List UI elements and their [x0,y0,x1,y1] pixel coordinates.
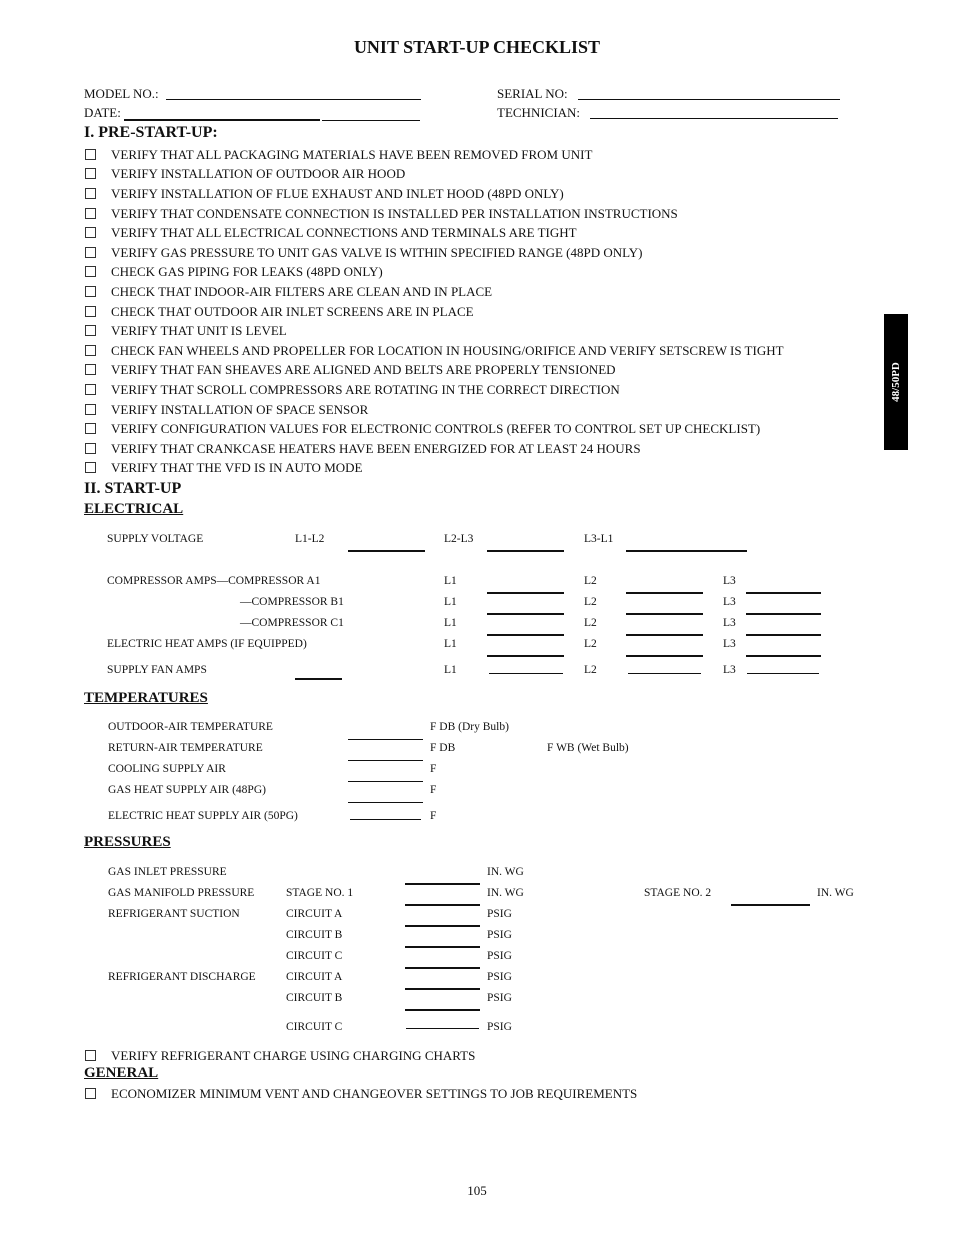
checklist-item[interactable]: VERIFY INSTALLATION OF OUTDOOR AIR HOOD [85,166,405,181]
psig-unit: PSIG [487,929,512,941]
leg-l1: L1 [444,596,457,608]
checkbox[interactable] [85,286,96,297]
a1-l1-field[interactable] [487,592,564,594]
leg-l3: L3 [723,596,736,608]
voltage-l2-l3-field[interactable] [487,550,564,552]
checklist-item[interactable]: CHECK THAT INDOOR-AIR FILTERS ARE CLEAN AND IN PLACE [85,284,492,299]
leg-l2: L2 [584,596,597,608]
leg-l3: L3 [723,617,736,629]
checklist-item[interactable]: ECONOMIZER MINIMUM VENT AND CHANGEOVER SETTINGS TO JOB REQUIREMENTS [85,1086,637,1101]
side-tab-label: 48/50PD [890,362,902,402]
suction-circuit-c-label: CIRCUIT C [286,950,343,962]
suction-b-field[interactable] [405,946,480,948]
discharge-b-field[interactable] [405,1009,480,1011]
outdoor-air-temp-label: OUTDOOR-AIR TEMPERATURE [108,721,273,733]
leg-l2: L2 [584,638,597,650]
suction-c-field[interactable] [405,967,480,969]
leg-l1: L1 [444,638,457,650]
cooling-supply-unit: F [430,763,437,775]
return-air-temp-label: RETURN-AIR TEMPERATURE [108,742,263,754]
outdoor-air-unit: F DB (Dry Bulb) [430,721,509,733]
checklist-item[interactable]: VERIFY THAT UNIT IS LEVEL [85,323,287,338]
psig-unit: PSIG [487,908,512,920]
gas-heat-supply-unit: F [430,784,437,796]
electric-heat-supply-unit: F [430,810,437,822]
page-title: UNIT START-UP CHECKLIST [353,37,601,57]
page-number: 105 [467,1183,487,1198]
return-air-field[interactable] [348,760,423,761]
gas-inlet-unit: IN. WG [487,866,524,878]
fan-l1-field[interactable] [489,673,563,674]
b1-l3-field[interactable] [746,613,821,615]
checklist-item[interactable]: VERIFY THAT FAN SHEAVES ARE ALIGNED AND BELTS ARE PROPERLY TENSIONED [85,362,616,377]
side-tab [884,314,908,450]
checkbox[interactable] [85,266,96,277]
checkbox[interactable] [85,149,96,160]
fan-l2-field[interactable] [628,673,701,674]
phase-l3-l1: L3-L1 [584,533,614,545]
psig-unit: PSIG [487,992,512,1004]
general-heading: GENERAL [84,1065,159,1081]
suction-a-field[interactable] [405,925,480,927]
checklist-item[interactable]: VERIFY THAT ALL PACKAGING MATERIALS HAVE BEEN REMOVED FROM UNIT [85,147,592,162]
checkbox[interactable] [85,247,96,258]
checklist-item[interactable]: VERIFY INSTALLATION OF SPACE SENSOR [85,402,368,417]
checklist-item[interactable]: CHECK GAS PIPING FOR LEAKS (48PD ONLY) [85,264,383,279]
serial-field[interactable] [578,99,840,100]
psig-unit: PSIG [487,971,512,983]
date-field[interactable] [124,119,320,121]
prestart-heading: I. PRE-START-UP: [84,124,218,141]
electrical-heading: ELECTRICAL [84,501,184,517]
leg-l1: L1 [444,575,457,587]
return-air-unit: F DB [430,742,456,754]
checklist-item[interactable]: VERIFY GAS PRESSURE TO UNIT GAS VALVE IS WITHIN SPECIFIED RANGE (48PD ONLY) [85,245,643,260]
stage-1-unit: IN. WG [487,887,524,899]
supply-voltage-label: SUPPLY VOLTAGE [107,533,204,545]
fan-l3-field[interactable] [747,673,819,674]
leg-l1: L1 [444,664,457,676]
electric-heat-supply-field[interactable] [350,819,421,820]
model-field[interactable] [166,99,421,100]
model-label: MODEL NO.: [84,86,159,101]
serial-label: SERIAL NO: [497,86,568,101]
c1-l1-field[interactable] [487,634,564,636]
checkbox[interactable] [85,1088,96,1099]
discharge-circuit-a-label: CIRCUIT A [286,971,343,983]
compressor-c1-label: —COMPRESSOR C1 [240,617,344,629]
startup-heading: II. START-UP [84,480,182,497]
leg-l3: L3 [723,664,736,676]
a1-l2-field[interactable] [626,592,703,594]
checklist-item[interactable]: VERIFY THAT SCROLL COMPRESSORS ARE ROTATING IN THE CORRECT DIRECTION [85,382,620,397]
checkbox[interactable] [85,364,96,375]
checklist-item[interactable]: VERIFY CONFIGURATION VALUES FOR ELECTRONIC CONTROLS (REFER TO CONTROL SET UP CHECKLIST) [85,421,760,436]
b1-l1-field[interactable] [487,613,564,615]
heat-l3-field[interactable] [746,655,821,657]
stage-1-label: STAGE NO. 1 [286,887,354,899]
gas-heat-supply-field[interactable] [348,802,423,803]
checklist-item[interactable]: CHECK FAN WHEELS AND PROPELLER FOR LOCATION IN HOUSING/ORIFICE AND VERIFY SETSCREW IS TIGHT [85,343,784,358]
date-field-extension[interactable] [322,120,420,121]
leg-l3: L3 [723,575,736,587]
leg-l3: L3 [723,638,736,650]
checkbox[interactable] [85,384,96,395]
technician-field[interactable] [590,118,838,119]
c1-l3-field[interactable] [746,634,821,636]
discharge-circuit-b-label: CIRCUIT B [286,992,343,1004]
checkbox[interactable] [85,306,96,317]
heat-l1-field[interactable] [487,655,564,657]
leg-l2: L2 [584,617,597,629]
cooling-supply-field[interactable] [348,781,423,782]
c1-l2-field[interactable] [626,634,703,636]
pressures-heading: PRESSURES [84,834,171,850]
outdoor-air-field[interactable] [348,739,423,740]
checkbox[interactable] [85,423,96,434]
checkbox[interactable] [85,325,96,336]
heat-l2-field[interactable] [626,655,703,657]
checklist-item[interactable]: VERIFY THAT CONDENSATE CONNECTION IS INSTALLED PER INSTALLATION INSTRUCTIONS [85,206,678,221]
phase-l2-l3: L2-L3 [444,533,474,545]
psig-unit: PSIG [487,1021,512,1033]
leg-l2: L2 [584,664,597,676]
discharge-a-field[interactable] [405,988,480,990]
checkbox[interactable] [85,227,96,238]
cooling-supply-air-label: COOLING SUPPLY AIR [108,763,226,775]
checklist-item[interactable]: VERIFY THAT THE VFD IS IN AUTO MODE [85,460,362,475]
b1-l2-field[interactable] [626,613,703,615]
date-label: DATE: [84,105,121,120]
psig-unit: PSIG [487,950,512,962]
checklist-item[interactable]: VERIFY THAT CRANKCASE HEATERS HAVE BEEN ENERGIZED FOR AT LEAST 24 HOURS [85,441,641,456]
stage-1-field[interactable] [405,904,480,906]
compressor-b1-label: —COMPRESSOR B1 [240,596,344,608]
discharge-c-field[interactable] [406,1028,479,1029]
compressor-amps-a1-label: COMPRESSOR AMPS—COMPRESSOR A1 [107,575,321,587]
suction-circuit-b-label: CIRCUIT B [286,929,343,941]
gas-inlet-pressure-label: GAS INLET PRESSURE [108,866,227,878]
refrigerant-discharge-label: REFRIGERANT DISCHARGE [108,971,256,983]
electric-heat-supply-label: ELECTRIC HEAT SUPPLY AIR (50PG) [108,810,298,822]
gas-manifold-pressure-label: GAS MANIFOLD PRESSURE [108,887,255,899]
checkbox[interactable] [85,208,96,219]
checklist-item[interactable]: VERIFY REFRIGERANT CHARGE USING CHARGING CHARTS [85,1048,475,1063]
checkbox[interactable] [85,168,96,179]
checklist-item[interactable]: CHECK THAT OUTDOOR AIR INLET SCREENS ARE IN PLACE [85,304,474,319]
refrigerant-suction-label: REFRIGERANT SUCTION [108,908,240,920]
voltage-l1-l2-field[interactable] [348,550,425,552]
stage-2-field[interactable] [731,904,810,906]
return-air-wb-unit: F WB (Wet Bulb) [547,742,629,754]
electric-heat-amps-label: ELECTRIC HEAT AMPS (IF EQUIPPED) [107,638,307,650]
checkbox[interactable] [85,188,96,199]
checkbox[interactable] [85,443,96,454]
stage-2-unit: IN. WG [817,887,854,899]
checkbox[interactable] [85,1050,96,1061]
temperatures-heading: TEMPERATURES [84,690,208,706]
checkbox[interactable] [85,345,96,356]
gas-inlet-field[interactable] [405,883,480,885]
stage-2-label: STAGE NO. 2 [644,887,712,899]
checkbox[interactable] [85,404,96,415]
supply-fan-amps-label: SUPPLY FAN AMPS [107,664,207,676]
voltage-l3-l1-field[interactable] [626,550,747,552]
fan-amps-field[interactable] [295,678,342,680]
gas-heat-supply-label: GAS HEAT SUPPLY AIR (48PG) [108,784,266,796]
leg-l1: L1 [444,617,457,629]
checklist-item[interactable]: VERIFY INSTALLATION OF FLUE EXHAUST AND INLET HOOD (48PD ONLY) [85,186,564,201]
phase-l1-l2: L1-L2 [295,533,325,545]
leg-l2: L2 [584,575,597,587]
a1-l3-field[interactable] [746,592,821,594]
suction-circuit-a-label: CIRCUIT A [286,908,343,920]
checkbox[interactable] [85,462,96,473]
discharge-circuit-c-label: CIRCUIT C [286,1021,343,1033]
checklist-item[interactable]: VERIFY THAT ALL ELECTRICAL CONNECTIONS AND TERMINALS ARE TIGHT [85,225,577,240]
technician-label: TECHNICIAN: [497,105,581,120]
